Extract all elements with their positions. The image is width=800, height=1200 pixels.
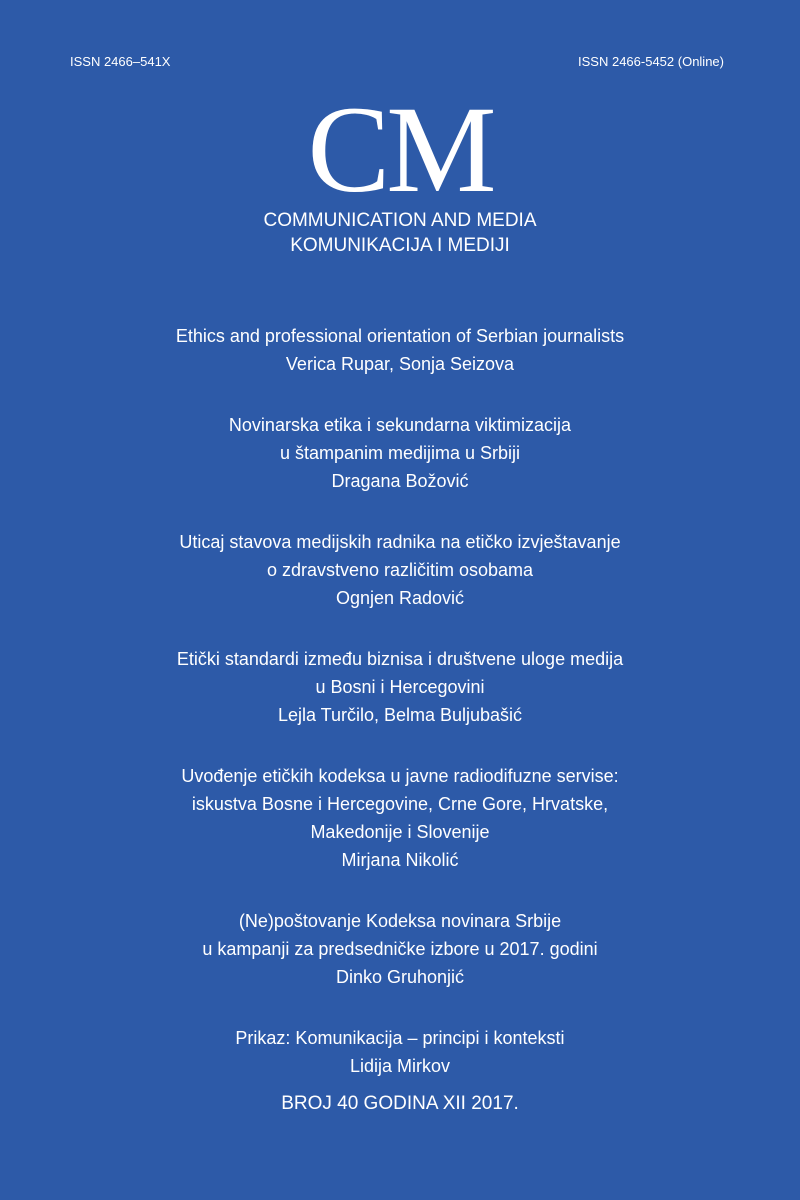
article-entry: [0, 907, 800, 991]
article-title-line: u Bosni i Hercegovini: [315, 677, 485, 697]
article-title-line: (Ne)poštovanje Kodeksa novinara Srbije: [238, 911, 562, 931]
issue-info: BROJ 40 GODINA XII 2017.: [281, 1093, 519, 1114]
article-entry: [0, 762, 800, 874]
article-title-line: Etički standardi između biznisa i društvene uloge medija: [176, 649, 624, 669]
table-of-contents: [0, 322, 800, 1113]
journal-title-local: KOMUNIKACIJA I MEDIJI: [290, 235, 510, 256]
article-title-line: Makedonije i Slovenije: [310, 822, 490, 842]
issn-print: ISSN 2466–541X: [70, 54, 171, 69]
article-title-line: Novinarska etika i sekundarna viktimizacija: [228, 415, 572, 435]
article-authors: Dinko Gruhonjić: [335, 967, 465, 987]
article-title-line: Uvođenje etičkih kodeksa u javne radiodifuzne servise:: [181, 766, 619, 786]
journal-logo: CM: [307, 81, 493, 218]
article-title-line: o zdravstveno različitim osobama: [266, 560, 534, 580]
journal-title-english: COMMUNICATION AND MEDIA: [263, 210, 537, 231]
article-title-line: iskustva Bosne i Hercegovine, Crne Gore, Hrvatske,: [191, 794, 609, 814]
article-title-line: u kampanji za predsedničke izbore u 2017. godini: [202, 939, 598, 959]
article-title-line: Prikaz: Komunikacija – principi i konteksti: [235, 1028, 565, 1048]
article-title-line: Ethics and professional orientation of Serbian journalists: [175, 326, 625, 346]
article-authors: Lejla Turčilo, Belma Buljubašić: [277, 705, 523, 725]
issn-online: ISSN 2466-5452 (Online): [578, 54, 724, 69]
article-title-line: Uticaj stavova medijskih radnika na etičko izvještavanje: [179, 532, 621, 552]
article-entry: [0, 1024, 800, 1080]
article-entry: [0, 528, 800, 612]
article-entry: [0, 322, 800, 378]
article-entry: [0, 645, 800, 729]
article-authors: Verica Rupar, Sonja Seizova: [285, 354, 515, 374]
article-entry: [0, 411, 800, 495]
article-authors: Ognjen Radović: [335, 588, 465, 608]
journal-title: [0, 208, 800, 258]
article-authors: Mirjana Nikolić: [341, 850, 459, 870]
article-authors: Dragana Božović: [331, 471, 469, 491]
article-title-line: u štampanim medijima u Srbiji: [279, 443, 521, 463]
article-authors: Lidija Mirkov: [349, 1056, 451, 1076]
